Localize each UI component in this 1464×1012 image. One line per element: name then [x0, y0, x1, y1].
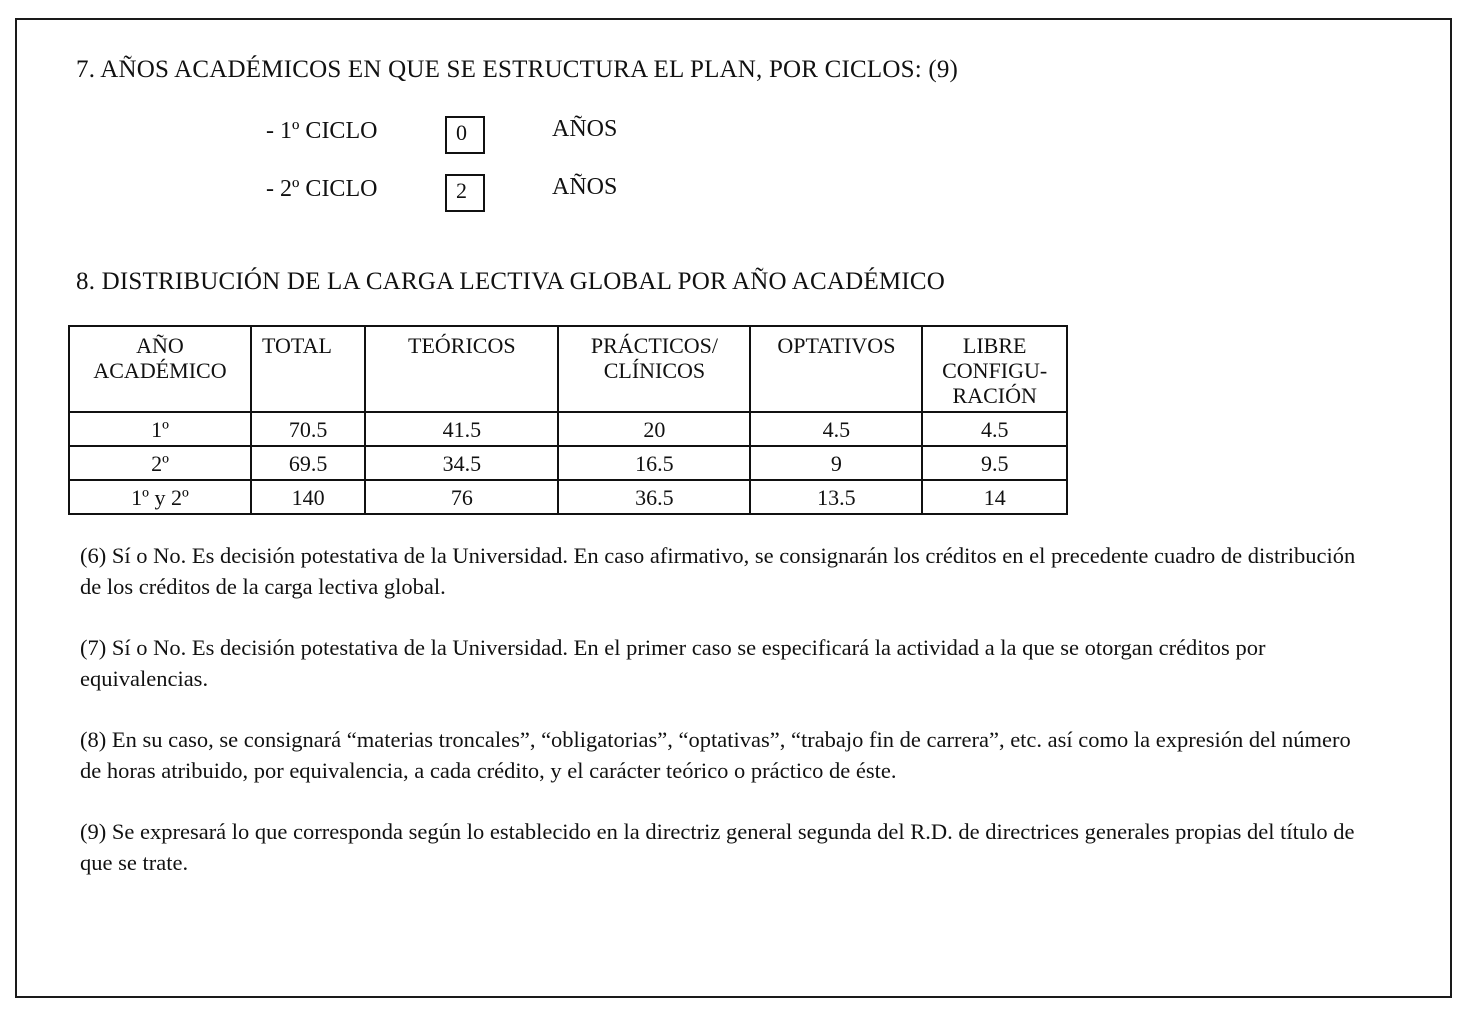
cell-optativos: 13.5 — [750, 480, 922, 514]
cell-practicos: 16.5 — [558, 446, 750, 480]
header-teoricos: TEÓRICOS — [365, 326, 558, 412]
cell-libre: 4.5 — [922, 412, 1067, 446]
cell-teoricos: 76 — [365, 480, 558, 514]
cell-teoricos: 34.5 — [365, 446, 558, 480]
ciclo-1-years-box: 0 — [445, 116, 485, 154]
cell-teoricos: 41.5 — [365, 412, 558, 446]
footnote-6: (6) Sí o No. Es decisión potestativa de la Universidad. En caso afirmativo, se consignarán los créditos en el precedente cuadro de distribución de los créditos de la carga lectiva global. — [80, 543, 1356, 599]
header-ano-academico — [69, 326, 251, 412]
header-practicos-clinicos — [558, 326, 750, 412]
table-row — [69, 480, 1067, 514]
cell-total: 70.5 — [251, 412, 365, 446]
carga-lectiva-table — [68, 325, 1068, 515]
cell-ano: 1º y 2º — [69, 480, 251, 514]
footnote-9: (9) Se expresará lo que corresponda según lo establecido en la directriz general segunda del R.D. de directrices generales propias del título de que se trate. — [80, 819, 1355, 875]
footnotes — [80, 540, 1370, 908]
footnote-7: (7) Sí o No. Es decisión potestativa de la Universidad. En el primer caso se especificará la actividad a la que se otorgan créditos por equivalencias. — [80, 635, 1266, 691]
table-row — [69, 446, 1067, 480]
table-header-row — [69, 326, 1067, 412]
table-row — [69, 412, 1067, 446]
header-practicos-line-1: PRÁCTICOS/ — [590, 333, 718, 358]
ciclo-2-years-box: 2 — [445, 174, 485, 212]
ciclo-2-label: - 2º CICLO — [266, 176, 378, 202]
cell-total: 140 — [251, 480, 365, 514]
cell-optativos: 4.5 — [750, 412, 922, 446]
header-libre-configuracion — [922, 326, 1067, 412]
cell-optativos: 9 — [750, 446, 922, 480]
header-ano-line-1: AÑO — [136, 333, 184, 358]
ciclo-1-label: - 1º CICLO — [266, 118, 378, 144]
header-total: TOTAL — [251, 326, 365, 412]
footnote-8: (8) En su caso, se consignará “materias troncales”, “obligatorias”, “optativas”, “trabajo fin de carrera”, etc. así como la expresión del número de horas atribuido, por equivalencia, a cada crédito, y el carácter teórico o práctico de éste. — [80, 727, 1351, 783]
section-8-heading: 8. DISTRIBUCIÓN DE LA CARGA LECTIVA GLOBAL POR AÑO ACADÉMICO — [76, 268, 945, 295]
cell-libre: 14 — [922, 480, 1067, 514]
cell-practicos: 36.5 — [558, 480, 750, 514]
ciclo-1-unit: AÑOS — [552, 116, 618, 142]
cell-practicos: 20 — [558, 412, 750, 446]
ciclo-2-unit: AÑOS — [552, 174, 618, 200]
cell-ano: 2º — [69, 446, 251, 480]
header-practicos-line-2: CLÍNICOS — [603, 358, 706, 383]
header-optativos: OPTATIVOS — [750, 326, 922, 412]
header-libre-line-1: LIBRE — [962, 333, 1027, 358]
section-7-heading: 7. AÑOS ACADÉMICOS EN QUE SE ESTRUCTURA EL PLAN, POR CICLOS: (9) — [76, 56, 959, 83]
cell-total: 69.5 — [251, 446, 365, 480]
header-ano-line-2: ACADÉMICO — [93, 358, 227, 383]
cell-ano: 1º — [69, 412, 251, 446]
cell-libre: 9.5 — [922, 446, 1067, 480]
header-libre-line-2: CONFIGU- — [942, 358, 1048, 383]
header-libre-line-3: RACIÓN — [952, 383, 1037, 408]
